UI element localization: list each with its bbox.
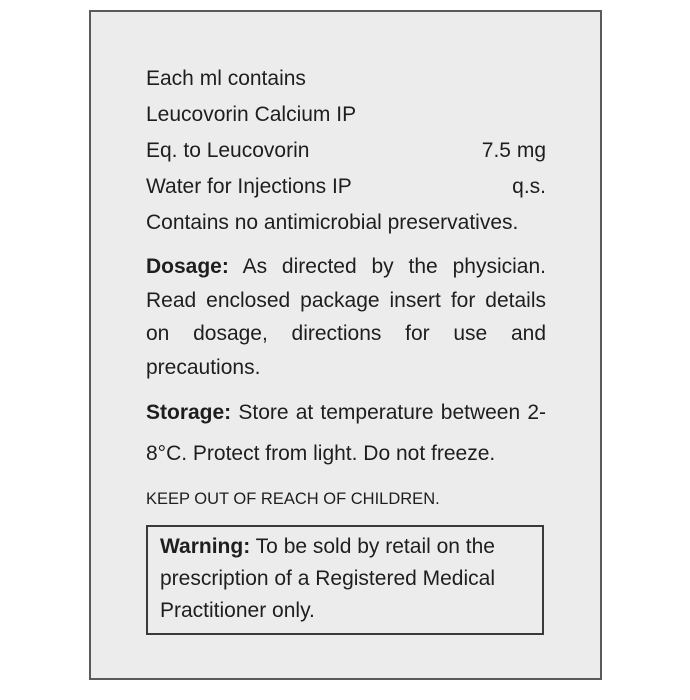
warning-box <box>146 525 544 635</box>
composition-row-value: 7.5 mg <box>481 139 546 162</box>
ingredient-name: Leucovorin Calcium IP <box>146 103 357 126</box>
keep-out-of-reach-notice: KEEP OUT OF REACH OF CHILDREN. <box>146 490 440 508</box>
storage-paragraph <box>146 392 546 474</box>
warning-text: To be sold by retail on the prescription of a Registered Medical Practitioner only. <box>160 535 495 622</box>
label-content <box>146 64 546 514</box>
composition-row-label: Water for Injections IP <box>146 175 352 198</box>
composition-row-value: q.s. <box>512 175 546 198</box>
dosage-paragraph <box>146 250 546 384</box>
warning-label: Warning: <box>160 535 251 558</box>
composition-row-water <box>146 172 546 208</box>
product-label <box>89 10 602 680</box>
composition-row-leucovorin <box>146 136 546 172</box>
composition-row-label: Eq. to Leucovorin <box>146 139 310 162</box>
storage-text: Store at temperature between 2-8°C. Protect from light. Do not freeze. <box>146 401 546 465</box>
preservative-note: Contains no antimicrobial preservatives. <box>146 211 519 234</box>
storage-label: Storage: <box>146 401 232 424</box>
composition-header: Each ml contains <box>146 67 306 90</box>
dosage-text: As directed by the physician. Read enclosed package insert for details on dosage, directions for use and precautions. <box>146 255 546 379</box>
dosage-label: Dosage: <box>146 255 229 278</box>
